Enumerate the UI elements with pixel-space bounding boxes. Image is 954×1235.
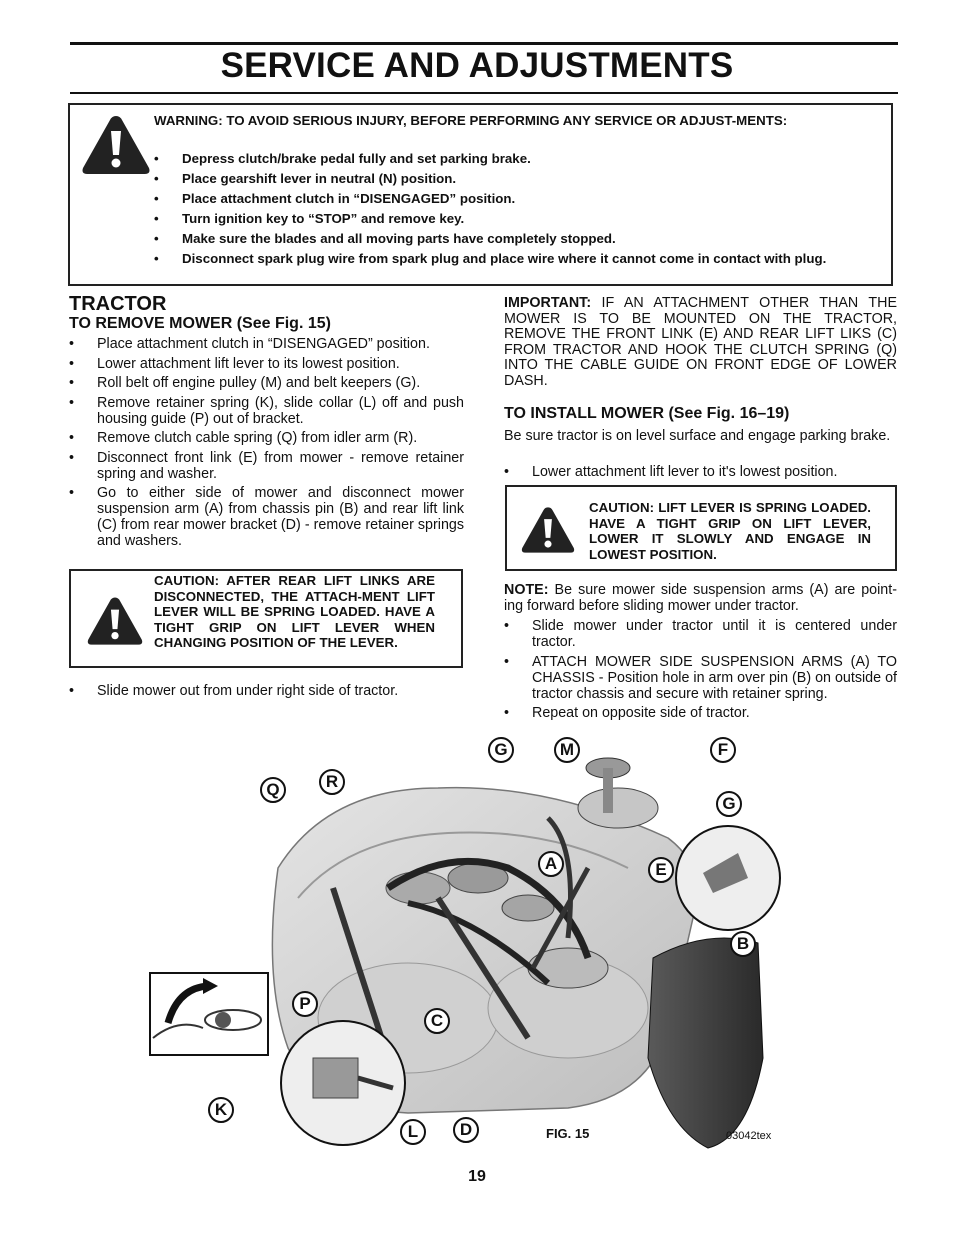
list-item: • Disconnect front link (E) from mower - remove retainer spring and washer. bbox=[69, 450, 464, 482]
header-rule-bottom bbox=[70, 92, 898, 94]
list-item: • ATTACH MOWER SIDE SUSPENSION ARMS (A) TO CHASSIS - Position hole in arm over pin (B) on outside of tractor chassis and secure with retainer spring. bbox=[504, 654, 897, 702]
note-text: Be sure mower side suspension arms (A) are point-ing forward before sliding mower under tractor. bbox=[504, 582, 897, 614]
list-item: • Repeat on opposite side of tractor. bbox=[504, 705, 897, 721]
callout-g-top: G bbox=[488, 737, 514, 763]
callout-p: P bbox=[292, 991, 318, 1017]
callout-f: F bbox=[710, 737, 736, 763]
figure-code: 03042tex bbox=[726, 1130, 772, 1142]
callout-l: L bbox=[400, 1119, 426, 1145]
warning-item: • Place gearshift lever in neutral (N) position. bbox=[154, 171, 874, 187]
caution-box-right bbox=[505, 485, 897, 571]
caution-triangle-icon bbox=[519, 505, 577, 555]
warning-list bbox=[154, 151, 874, 271]
list-item: • Lower attachment lift lever to it's lowest position. bbox=[504, 464, 897, 480]
install-step1-list bbox=[504, 464, 897, 484]
list-item: • Lower attachment lift lever to its lowest position. bbox=[69, 356, 464, 372]
figure-label: FIG. 15 bbox=[546, 1126, 590, 1141]
install-mower-heading: TO INSTALL MOWER (See Fig. 16–19) bbox=[504, 405, 790, 422]
remove-steps-list bbox=[69, 336, 464, 553]
warning-item: • Make sure the blades and all moving parts have completely stopped. bbox=[154, 231, 874, 247]
caution-text: CAUTION: LIFT LEVER IS SPRING LOADED. HAVE A TIGHT GRIP ON LIFT LEVER, LOWER IT SLOWLY AND ENGAGE IN LOWEST POSITION. bbox=[589, 500, 871, 562]
mower-deck-illustration bbox=[148, 728, 788, 1156]
remove-mower-heading: TO REMOVE MOWER (See Fig. 15) bbox=[69, 315, 331, 332]
warning-item: • Place attachment clutch in “DISENGAGED” position. bbox=[154, 191, 874, 207]
important-text: IF AN ATTACHMENT OTHER THAN THE MOWER IS TO BE MOUNTED ON THE TRACTOR, REMOVE THE FRONT LINK (E) AND REAR LIFT LIKS (C) FROM TRACTOR AND HOOK THE CLUTCH SPRING (Q) INTO THE CABLE GUIDE ON FRONT EDGE OF LOWER DASH. bbox=[504, 295, 897, 389]
warning-item: • Depress clutch/brake pedal fully and set parking brake. bbox=[154, 151, 874, 167]
page-title: SERVICE AND ADJUSTMENTS bbox=[220, 46, 734, 85]
list-item: • Go to either side of mower and disconnect mower suspension arm (A) from chassis pin (B) and rear lift link (C) from rear mower bracket (D) - remove retainer springs and washers. bbox=[69, 485, 464, 549]
warning-triangle-icon bbox=[80, 113, 152, 177]
page-number: 19 bbox=[468, 1168, 486, 1185]
callout-k: K bbox=[208, 1097, 234, 1123]
list-item: • Place attachment clutch in “DISENGAGED” position. bbox=[69, 336, 464, 352]
callout-m: M bbox=[554, 737, 580, 763]
callout-d: D bbox=[453, 1117, 479, 1143]
mower-figure bbox=[148, 728, 788, 1156]
callout-c: C bbox=[424, 1008, 450, 1034]
callout-e: E bbox=[648, 857, 674, 883]
caution-box-left bbox=[69, 569, 463, 668]
final-step-list bbox=[69, 683, 464, 703]
list-item: • Slide mower out from under right side of tractor. bbox=[69, 683, 464, 699]
warning-box bbox=[68, 103, 893, 286]
callout-g-right: G bbox=[716, 791, 742, 817]
note-paragraph bbox=[504, 583, 897, 614]
list-item: • Remove clutch cable spring (Q) from idler arm (R). bbox=[69, 430, 464, 446]
caution-text: CAUTION: AFTER REAR LIFT LINKS ARE DISCONNECTED, THE ATTACH-MENT LIFT LEVER WILL BE SPRING LOADED. HAVE A TIGHT GRIP ON LIFT LEVER WHEN CHANGING POSITION OF THE LEVER. bbox=[154, 573, 435, 650]
note-label: NOTE: bbox=[504, 582, 549, 598]
callout-r: R bbox=[319, 769, 345, 795]
warning-item: • Disconnect spark plug wire from spark plug and place wire where it cannot come in contact with plug. bbox=[154, 251, 874, 267]
important-label: IMPORTANT: bbox=[504, 295, 592, 311]
important-paragraph bbox=[504, 296, 897, 389]
warning-heading: WARNING: TO AVOID SERIOUS INJURY, BEFORE PERFORMING ANY SERVICE OR ADJUST-MENTS: bbox=[154, 113, 788, 128]
header-rule-top bbox=[70, 42, 898, 45]
list-item: • Roll belt off engine pulley (M) and belt keepers (G). bbox=[69, 375, 464, 391]
list-item: • Slide mower under tractor until it is centered under tractor. bbox=[504, 618, 897, 650]
install-steps-list bbox=[504, 618, 897, 725]
install-intro: Be sure tractor is on level surface and engage parking brake. bbox=[504, 428, 891, 444]
callout-a: A bbox=[538, 851, 564, 877]
list-item: • Remove retainer spring (K), slide collar (L) off and push housing guide (P) out of bracket. bbox=[69, 395, 464, 427]
warning-item: • Turn ignition key to “STOP” and remove key. bbox=[154, 211, 874, 227]
section-title-tractor: TRACTOR bbox=[69, 293, 167, 315]
caution-triangle-icon bbox=[85, 595, 145, 647]
callout-q: Q bbox=[260, 777, 286, 803]
callout-b: B bbox=[730, 931, 756, 957]
